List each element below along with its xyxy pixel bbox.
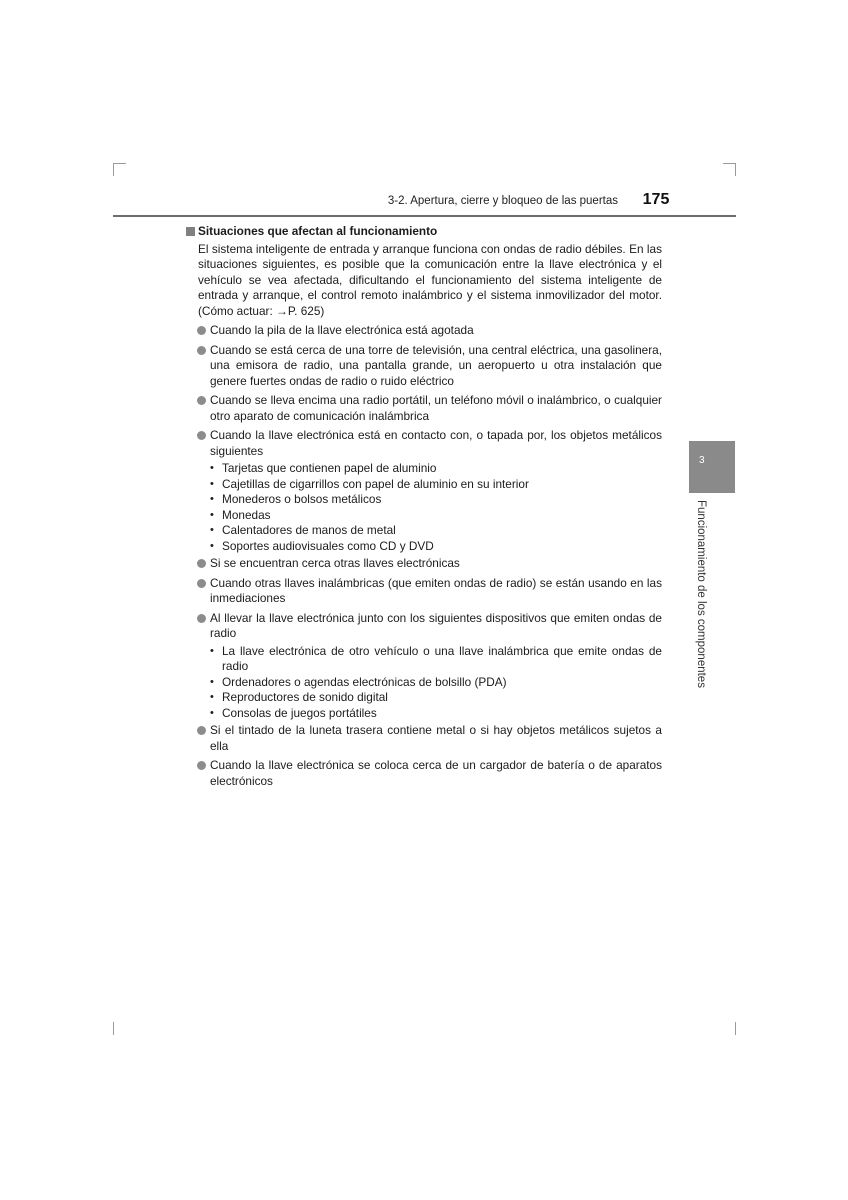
radio-devices-list <box>186 644 662 722</box>
sub-list-item <box>186 477 662 493</box>
list-item <box>186 556 662 572</box>
section-intro: El sistema inteligente de entrada y arranque funciona con ondas de radio débiles. En las situaciones siguientes, es posible que la comunicación entre la llave electrónica y el vehículo se vea afectada, dificultando el funcionamiento del sistema inteligente de entrada y arranque, el control remoto inalámbrico y el sistema inmovilizador del motor. (Cómo actuar: →P. 625) <box>198 241 662 318</box>
bullet-dot-icon <box>197 346 206 355</box>
list-item-text: Cuando la pila de la llave electrónica está agotada <box>210 323 474 337</box>
list-item <box>186 611 662 642</box>
crop-mark-bottom-right-v <box>735 1022 736 1035</box>
list-item <box>186 323 662 339</box>
list-item-text: Al llevar la llave electrónica junto con los siguientes dispositivos que emiten ondas de radio <box>210 610 662 640</box>
small-bullet-icon: • <box>210 644 214 657</box>
sub-list-item-text: Monederos o bolsos metálicos <box>222 492 382 506</box>
section-heading <box>186 224 662 240</box>
list-item-text: Cuando se lleva encima una radio portátil, un teléfono móvil o inalámbrico, o cualquier otro aparato de comunicación inalámbrica <box>210 393 662 423</box>
list-item-text: Cuando otras llaves inalámbricas (que emiten ondas de radio) se están usando en las inmediaciones <box>210 575 662 605</box>
crop-mark-top-left-v <box>113 163 114 176</box>
list-item-text: Si se encuentran cerca otras llaves electrónicas <box>210 556 460 570</box>
small-bullet-icon: • <box>210 493 214 505</box>
sub-list-item-text: La llave electrónica de otro vehículo o una llave inalámbrica que emite ondas de radio <box>222 643 662 673</box>
small-bullet-icon: • <box>210 539 214 552</box>
sub-list-item-text: Cajetillas de cigarrillos con papel de aluminio en su interior <box>222 476 529 491</box>
sub-list-item-text: Consolas de juegos portátiles <box>222 705 377 720</box>
chapter-tab-label: Funcionamiento de los componentes <box>695 500 707 688</box>
list-item-text: Si el tintado de la luneta trasera contiene metal o si hay objetos metálicos sujetos a ella <box>210 723 662 753</box>
sub-list-item <box>186 644 662 675</box>
small-bullet-icon: • <box>210 462 214 474</box>
small-bullet-icon: • <box>210 477 214 490</box>
list-item <box>186 576 662 607</box>
bullet-dot-icon <box>197 396 206 405</box>
page-content <box>186 224 662 793</box>
sub-list-item <box>186 675 662 691</box>
small-bullet-icon: • <box>210 691 214 703</box>
list-item <box>186 723 662 754</box>
bullet-dot-icon <box>197 579 206 588</box>
sub-list-item <box>186 539 662 555</box>
crop-mark-top-left-h <box>113 163 126 164</box>
bullet-dot-icon <box>197 761 206 770</box>
square-bullet-icon <box>186 227 195 236</box>
small-bullet-icon: • <box>210 508 214 521</box>
bullet-dot-icon <box>197 726 206 735</box>
running-header-title: 3-2. Apertura, cierre y bloqueo de las puertas <box>387 195 618 207</box>
sub-list-item <box>186 690 662 706</box>
small-bullet-icon: • <box>210 675 214 688</box>
chapter-tab <box>689 441 735 493</box>
header-rule <box>113 215 736 217</box>
list-item <box>186 393 662 424</box>
sub-list-item <box>186 508 662 524</box>
sub-list-item <box>186 492 662 508</box>
list-item-text: Cuando la llave electrónica está en contacto con, o tapada por, los objetos metálicos siguientes <box>210 428 662 458</box>
sub-list-item-text: Reproductores de sonido digital <box>222 690 388 704</box>
small-bullet-icon: • <box>210 706 214 719</box>
small-bullet-icon: • <box>210 524 214 536</box>
bullet-dot-icon <box>197 559 206 568</box>
list-item-text: Cuando la llave electrónica se coloca cerca de un cargador de batería o de aparatos electrónicos <box>210 758 662 788</box>
section-heading-text: Situaciones que afectan al funcionamiento <box>198 224 438 238</box>
page-number: 175 <box>642 191 670 208</box>
metal-objects-list <box>186 461 662 554</box>
sub-list-item-text: Tarjetas que contienen papel de aluminio <box>222 461 437 475</box>
list-item-text: Cuando se está cerca de una torre de televisión, una central eléctrica, una gasolinera, una emisora de radio, una pantalla grande, un aeropuerto u otra instalación que genere fuertes ondas de radio o ruido eléctrico <box>210 342 662 388</box>
list-item <box>186 758 662 789</box>
crop-mark-bottom-left-v <box>113 1022 114 1035</box>
sub-list-item <box>186 523 662 539</box>
bullet-dot-icon <box>197 431 206 440</box>
chapter-tab-number: 3 <box>699 455 705 466</box>
crop-mark-top-right-v <box>735 163 736 176</box>
sub-list-item-text: Monedas <box>222 507 271 522</box>
bullet-dot-icon <box>197 614 206 623</box>
sub-list-item <box>186 706 662 722</box>
sub-list-item <box>186 461 662 477</box>
sub-list-item-text: Calentadores de manos de metal <box>222 523 396 537</box>
sub-list-item-text: Ordenadores o agendas electrónicas de bolsillo (PDA) <box>222 674 507 689</box>
sub-list-item-text: Soportes audiovisuales como CD y DVD <box>222 538 434 553</box>
list-item <box>186 343 662 390</box>
list-item <box>186 428 662 459</box>
bullet-dot-icon <box>197 326 206 335</box>
